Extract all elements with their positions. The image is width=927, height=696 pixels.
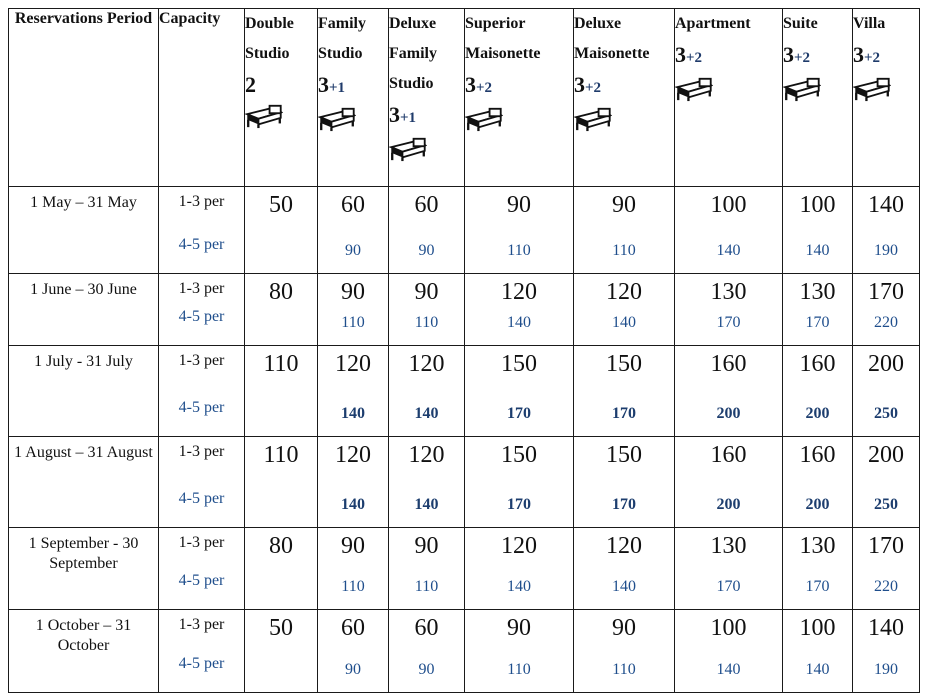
price-cell [389,187,465,274]
price-small-group: 100 [710,615,747,641]
price-small-group: 60 [341,192,365,218]
price-large-group: 110 [507,242,531,259]
room-capacity [245,73,317,97]
price-cell [783,346,853,437]
price-cell [853,346,920,437]
price-large-group: 170 [716,578,741,595]
price-small-group: 150 [501,351,537,377]
price-cell [318,610,389,693]
room-capacity-extra: +2 [686,50,703,66]
price-small-group: 120 [501,533,537,559]
header-room [574,9,675,187]
price-cell [465,528,574,610]
price-large-group: 110 [414,578,439,595]
room-capacity-base: 3 [389,102,400,127]
price-cell [675,437,783,528]
capacity-large-label: 4-5 per [178,490,225,507]
room-capacity-base: 3 [783,42,794,67]
price-large-group: 110 [414,314,439,331]
price-cell [245,187,318,274]
capacity-cell [159,437,245,528]
capacity-cell [159,528,245,610]
price-large-group: 190 [874,242,898,259]
rates-table [8,8,920,693]
header-period: Reservations Period [9,9,159,187]
price-small-group: 60 [414,615,439,641]
header-row [9,9,920,187]
price-cell [574,528,675,610]
price-small-group: 170 [868,279,904,305]
table-row [9,528,920,610]
price-large-group: 220 [874,578,898,595]
price-cell [318,274,389,346]
capacity-small-label: 1-3 per [178,280,225,297]
price-large-group: 110 [341,578,365,595]
price-small-group: 150 [606,442,642,468]
room-name-line: Superior [465,15,526,32]
price-large-group: 170 [612,496,636,513]
price-small-group: 90 [612,615,636,641]
room-capacity-base: 3 [853,42,864,67]
price-small-group: 170 [868,533,904,559]
price-small-group: 80 [269,279,293,305]
price-small-group: 140 [868,192,904,218]
room-name-line: Double [245,15,294,32]
header-room [675,9,783,187]
capacity-small-label: 1-3 per [178,616,225,633]
table-row [9,346,920,437]
price-cell [853,437,920,528]
price-large-group: 140 [612,314,636,331]
header-room [783,9,853,187]
bed-icon [245,103,283,129]
price-large-group: 170 [805,314,830,331]
price-small-group: 90 [341,533,365,559]
room-capacity-extra: +2 [476,80,493,96]
price-large-group: 90 [345,661,361,678]
price-small-group: 140 [868,615,904,641]
capacity-large-label: 4-5 per [178,399,225,416]
room-name-line: Deluxe [574,15,622,32]
price-small-group: 120 [335,351,371,377]
price-large-group: 140 [805,661,830,678]
room-capacity-base: 3 [574,72,585,97]
room-name-line: Deluxe [389,15,437,32]
price-cell [465,187,574,274]
price-large-group: 170 [716,314,741,331]
price-large-group: 140 [716,661,741,678]
price-cell [465,437,574,528]
room-capacity-base: 3 [318,72,329,97]
capacity-large-label: 4-5 per [178,236,225,253]
room-capacity [853,43,919,70]
price-small-group: 120 [501,279,537,305]
price-cell [245,437,318,528]
capacity-small-label: 1-3 per [178,193,225,210]
room-name-line: Family [318,15,366,32]
price-small-group: 130 [710,279,747,305]
price-large-group: 140 [507,578,531,595]
price-small-group: 160 [799,442,836,468]
header-capacity: Capacity [159,9,245,187]
bed-icon [853,76,891,102]
table-row [9,437,920,528]
price-small-group: 50 [269,615,293,641]
price-small-group: 50 [269,192,293,218]
price-small-group: 80 [269,533,293,559]
price-small-group: 120 [408,351,445,377]
price-small-group: 90 [507,192,531,218]
price-cell [675,528,783,610]
price-cell [318,346,389,437]
price-small-group: 130 [799,279,836,305]
price-cell [783,187,853,274]
price-cell [465,274,574,346]
table-row [9,187,920,274]
price-large-group: 170 [805,578,830,595]
price-small-group: 150 [606,351,642,377]
price-small-group: 130 [710,533,747,559]
room-capacity-extra: +1 [400,110,417,126]
room-name-line: Studio [245,45,290,62]
price-cell [675,346,783,437]
bed-icon [675,76,713,102]
room-capacity [318,73,388,100]
room-capacity-base: 3 [675,42,686,67]
price-cell [245,528,318,610]
price-cell [318,528,389,610]
price-large-group: 140 [341,405,365,422]
price-cell [853,528,920,610]
price-cell [574,274,675,346]
price-large-group: 200 [805,496,830,513]
price-small-group: 90 [414,533,439,559]
price-small-group: 60 [414,192,439,218]
period-label: 1 September - 30 September [9,528,159,610]
price-cell [245,610,318,693]
room-capacity-extra: +2 [794,50,811,66]
price-small-group: 90 [612,192,636,218]
price-cell [574,610,675,693]
price-small-group: 110 [263,442,299,468]
table-row [9,610,920,693]
price-large-group: 110 [612,661,636,678]
price-small-group: 100 [799,192,836,218]
price-large-group: 220 [874,314,898,331]
price-large-group: 110 [341,314,365,331]
price-small-group: 200 [868,442,904,468]
room-name-line: Apartment [675,15,751,32]
price-small-group: 160 [710,351,747,377]
price-large-group: 140 [507,314,531,331]
bed-icon [389,136,427,162]
price-large-group: 170 [612,405,636,422]
bed-icon [318,106,356,132]
room-capacity-extra: +2 [864,50,881,66]
room-capacity [783,43,852,70]
price-cell [465,610,574,693]
price-cell [853,187,920,274]
price-cell [245,274,318,346]
room-name-line: Maisonette [465,45,541,62]
price-large-group: 110 [507,661,531,678]
price-small-group: 120 [335,442,371,468]
price-cell [853,274,920,346]
price-cell [574,346,675,437]
price-large-group: 140 [612,578,636,595]
price-large-group: 140 [414,405,439,422]
price-small-group: 90 [507,615,531,641]
room-name-line: Studio [389,75,434,92]
price-cell [389,274,465,346]
price-small-group: 90 [341,279,365,305]
price-small-group: 160 [799,351,836,377]
price-cell [853,610,920,693]
price-large-group: 90 [418,661,435,678]
price-large-group: 170 [507,405,531,422]
room-capacity [389,103,464,130]
price-cell [675,187,783,274]
room-name-line: Family [389,45,437,62]
header-room [318,9,389,187]
capacity-cell [159,187,245,274]
price-cell [318,187,389,274]
capacity-large-label: 4-5 per [178,572,225,589]
price-cell [675,274,783,346]
price-small-group: 120 [606,533,642,559]
price-cell [318,437,389,528]
price-small-group: 60 [341,615,365,641]
room-capacity-base: 3 [465,72,476,97]
price-large-group: 250 [874,405,898,422]
price-cell [783,528,853,610]
room-name-line: Suite [783,15,818,32]
price-cell [574,187,675,274]
room-capacity [465,73,573,100]
room-name-line: Maisonette [574,45,650,62]
price-cell [389,610,465,693]
price-small-group: 160 [710,442,747,468]
room-name-line: Villa [853,15,886,32]
price-large-group: 170 [507,496,531,513]
period-label: 1 October – 31 October [9,610,159,693]
price-cell [783,610,853,693]
bed-icon [574,106,612,132]
price-small-group: 150 [501,442,537,468]
price-large-group: 90 [345,242,361,259]
period-label: 1 August – 31 August [9,437,159,528]
room-capacity [675,43,782,70]
capacity-large-label: 4-5 per [178,655,225,672]
price-small-group: 90 [414,279,439,305]
room-capacity-base: 2 [245,72,256,97]
room-capacity [574,73,674,100]
capacity-cell [159,274,245,346]
room-capacity-extra: +2 [585,80,602,96]
price-small-group: 100 [799,615,836,641]
price-small-group: 110 [263,351,299,377]
header-room [245,9,318,187]
capacity-small-label: 1-3 per [178,352,225,369]
period-label: 1 May – 31 May [9,187,159,274]
header-room [389,9,465,187]
price-large-group: 200 [716,496,741,513]
price-cell [389,437,465,528]
capacity-cell [159,610,245,693]
price-cell [783,274,853,346]
price-large-group: 200 [716,405,741,422]
table-row [9,274,920,346]
price-large-group: 140 [341,496,365,513]
room-capacity-extra: +1 [329,80,346,96]
header-room [853,9,920,187]
period-label: 1 June – 30 June [9,274,159,346]
price-large-group: 110 [612,242,636,259]
capacity-small-label: 1-3 per [178,443,225,460]
price-cell [465,346,574,437]
bed-icon [783,76,821,102]
price-cell [675,610,783,693]
capacity-small-label: 1-3 per [178,534,225,551]
price-cell [389,528,465,610]
table-body [9,187,920,693]
price-large-group: 190 [874,661,898,678]
capacity-cell [159,346,245,437]
price-large-group: 200 [805,405,830,422]
price-cell [389,346,465,437]
price-large-group: 140 [716,242,741,259]
price-large-group: 140 [805,242,830,259]
price-cell [574,437,675,528]
header-room [465,9,574,187]
capacity-large-label: 4-5 per [178,308,225,325]
price-cell [783,437,853,528]
price-large-group: 140 [414,496,439,513]
bed-icon [465,106,503,132]
price-small-group: 120 [606,279,642,305]
price-small-group: 100 [710,192,747,218]
room-name-line: Studio [318,45,363,62]
price-large-group: 250 [874,496,898,513]
price-cell [245,346,318,437]
price-small-group: 120 [408,442,445,468]
price-small-group: 200 [868,351,904,377]
price-small-group: 130 [799,533,836,559]
period-label: 1 July - 31 July [9,346,159,437]
price-large-group: 90 [418,242,435,259]
